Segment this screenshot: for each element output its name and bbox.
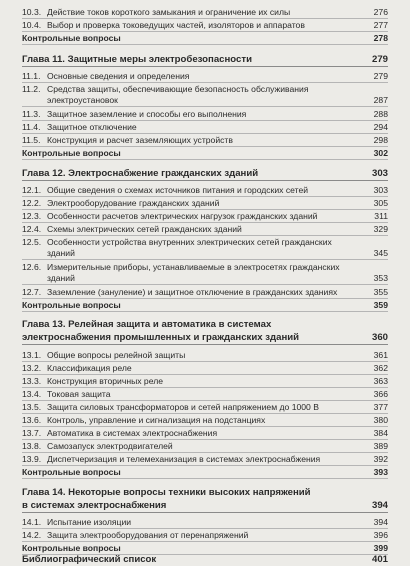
chapter-page: 303 <box>371 168 388 179</box>
entry-page: 277 <box>373 20 388 30</box>
toc-entry-11-2 <box>22 84 388 95</box>
chapter-title: электроснабжения промышленных и гражданских зданий <box>22 332 300 343</box>
toc-chapter-14-cont <box>22 499 388 513</box>
entry-title: Испытание изоляции <box>47 517 132 527</box>
entry-number: 10.3. <box>22 7 42 17</box>
entry-number: 12.5. <box>22 237 42 247</box>
toc-entry-13-9 <box>22 454 388 466</box>
entry-title: Электрооборудование гражданских зданий <box>47 198 220 208</box>
entry-title: Диспетчеризация и телемеханизация в системах электроснабжения <box>47 454 321 464</box>
toc-bibliography <box>22 553 388 566</box>
toc-entry-12-1 <box>22 185 388 197</box>
entry-title: Заземление (зануление) и защитное отключение в гражданских зданиях <box>47 287 338 297</box>
entry-number: 12.6. <box>22 262 42 272</box>
entry-title: зданий <box>47 273 75 283</box>
entry-number: 13.7. <box>22 428 42 438</box>
entry-title: Автоматика в системах электроснабжения <box>47 428 218 438</box>
entry-page: 394 <box>373 517 388 527</box>
entry-title: Защитное заземление и способы его выполнения <box>47 109 247 119</box>
toc-review-questions-13 <box>22 467 388 479</box>
entry-number: 11.1. <box>22 71 41 81</box>
entry-title: Основные сведения и определения <box>47 71 190 81</box>
entry-title: Выбор и проверка токоведущих частей, изоляторов и аппаратов <box>47 20 305 30</box>
entry-number: 10.4. <box>22 20 42 30</box>
entry-title: Конструкция вторичных реле <box>47 376 163 386</box>
chapter-page: 401 <box>371 554 388 565</box>
entry-title: Контроль, управление и сигнализация на подстанциях <box>47 415 266 425</box>
toc-entry-13-5 <box>22 402 388 414</box>
entry-number: 12.4. <box>22 224 42 234</box>
entry-page: 396 <box>373 530 388 540</box>
entry-page: 303 <box>373 185 388 195</box>
entry-title: Конструкция и расчет заземляющих устройств <box>47 135 233 145</box>
entry-number: 12.3. <box>22 211 42 221</box>
entry-number: 11.2. <box>22 84 41 94</box>
entry-page: 380 <box>373 415 388 425</box>
toc-review-questions-10 <box>22 33 388 45</box>
toc-entry-13-6 <box>22 415 388 427</box>
toc-entry-13-8 <box>22 441 388 453</box>
entry-page: 363 <box>373 376 388 386</box>
toc-entry-10-3 <box>22 7 388 19</box>
entry-page: 393 <box>373 467 388 477</box>
entry-page: 287 <box>373 95 388 105</box>
toc-entry-11-4 <box>22 122 388 134</box>
chapter-title: Глава 14. Некоторые вопросы техники высоких напряжений <box>22 487 311 498</box>
entry-page: 366 <box>373 389 388 399</box>
entry-page: 353 <box>373 273 388 283</box>
entry-page: 298 <box>373 135 388 145</box>
entry-page: 384 <box>373 428 388 438</box>
entry-page: 305 <box>373 198 388 208</box>
toc-entry-12-5-cont <box>22 248 388 260</box>
chapter-title: Библиографический список <box>22 554 157 565</box>
toc-entry-11-5 <box>22 135 388 147</box>
chapter-title: Глава 12. Электроснабжение гражданских зданий <box>22 168 259 179</box>
entry-number: 13.9. <box>22 454 42 464</box>
entry-number: 13.4. <box>22 389 42 399</box>
entry-page: 359 <box>373 300 388 310</box>
entry-number: 11.3. <box>22 109 41 119</box>
entry-page: 355 <box>373 287 388 297</box>
toc-review-questions-11 <box>22 148 388 160</box>
toc-entry-12-5 <box>22 237 388 248</box>
toc-entry-12-7 <box>22 287 388 299</box>
toc-entry-11-2-cont <box>22 95 388 107</box>
entry-title: Общие вопросы релейной защиты <box>47 350 186 360</box>
entry-title: Общие сведения о схемах источников питания и городских сетей <box>47 185 309 195</box>
chapter-title: Глава 13. Релейная защита и автоматика в системах <box>22 319 272 330</box>
entry-number: 11.4. <box>22 122 41 132</box>
entry-title: Защитное отключение <box>47 122 137 132</box>
entry-title: Измерительные приборы, устанавливаемые в электросетях гражданских <box>47 262 340 272</box>
entry-page: 399 <box>373 543 388 553</box>
entry-number: 13.5. <box>22 402 42 412</box>
toc-entry-13-3 <box>22 376 388 388</box>
chapter-title: в системах электроснабжения <box>22 500 167 511</box>
entry-page: 389 <box>373 441 388 451</box>
entry-title: электроустановок <box>47 95 118 105</box>
entry-title: Средства защиты, обеспечивающие безопасность обслуживания <box>47 84 309 94</box>
entry-title: Контрольные вопросы <box>22 543 121 553</box>
entry-number: 14.2. <box>22 530 42 540</box>
entry-page: 392 <box>373 454 388 464</box>
entry-title: Самозапуск электродвигателей <box>47 441 173 451</box>
entry-page: 345 <box>373 248 388 258</box>
entry-number: 12.2. <box>22 198 42 208</box>
entry-number: 13.1. <box>22 350 42 360</box>
entry-title: Контрольные вопросы <box>22 300 121 310</box>
toc-entry-12-6 <box>22 262 388 273</box>
entry-page: 377 <box>373 402 388 412</box>
entry-title: Контрольные вопросы <box>22 33 121 43</box>
toc-entry-11-3 <box>22 109 388 121</box>
entry-number: 12.1. <box>22 185 42 195</box>
entry-title: Токовая защита <box>47 389 111 399</box>
entry-page: 329 <box>373 224 388 234</box>
chapter-title: Глава 11. Защитные меры электробезопасности <box>22 54 252 65</box>
toc-entry-13-7 <box>22 428 388 440</box>
entry-page: 278 <box>373 33 388 43</box>
chapter-page: 279 <box>371 54 388 65</box>
toc-chapter-12 <box>22 167 388 181</box>
toc-entry-10-4 <box>22 20 388 32</box>
toc-entry-12-6-cont <box>22 273 388 285</box>
entry-page: 362 <box>373 363 388 373</box>
entry-page: 361 <box>373 350 388 360</box>
chapter-page: 394 <box>371 500 388 511</box>
toc-review-questions-12 <box>22 300 388 312</box>
entry-title: Защита электрооборудования от перенапряжений <box>47 530 249 540</box>
toc-chapter-13 <box>22 318 388 331</box>
entry-title: Схемы электрических сетей гражданских зданий <box>47 224 242 234</box>
toc-entry-13-1 <box>22 350 388 362</box>
entry-number: 13.2. <box>22 363 42 373</box>
toc-chapter-14 <box>22 486 388 499</box>
entry-page: 294 <box>373 122 388 132</box>
toc-chapter-13-cont <box>22 331 388 345</box>
entry-title: Защита силовых трансформаторов и сетей напряжением до 1000 В <box>47 402 319 412</box>
entry-page: 279 <box>373 71 388 81</box>
entry-title: зданий <box>47 248 75 258</box>
entry-number: 13.6. <box>22 415 42 425</box>
toc-entry-14-1 <box>22 517 388 529</box>
entry-page: 276 <box>373 7 388 17</box>
entry-number: 13.8. <box>22 441 42 451</box>
toc-entry-12-4 <box>22 224 388 236</box>
toc-entry-13-2 <box>22 363 388 375</box>
toc-chapter-11 <box>22 53 388 67</box>
toc-entry-12-2 <box>22 198 388 210</box>
toc-entry-12-3 <box>22 211 388 223</box>
toc-entry-11-1 <box>22 71 388 83</box>
entry-title: Особенности устройства внутренних электрических сетей гражданских <box>47 237 332 247</box>
entry-title: Особенности расчетов электрических нагрузок гражданских зданий <box>47 211 318 221</box>
entry-number: 13.3. <box>22 376 42 386</box>
entry-page: 311 <box>374 211 388 221</box>
toc-entry-14-2 <box>22 530 388 542</box>
entry-title: Действие токов короткого замыкания и ограничение их силы <box>47 7 291 17</box>
entry-page: 288 <box>373 109 388 119</box>
entry-title: Контрольные вопросы <box>22 467 121 477</box>
entry-title: Классификация реле <box>47 363 132 373</box>
chapter-page: 360 <box>371 332 388 343</box>
entry-title: Контрольные вопросы <box>22 148 121 158</box>
entry-number: 14.1. <box>22 517 42 527</box>
entry-page: 302 <box>373 148 388 158</box>
entry-number: 11.5. <box>22 135 41 145</box>
toc-entry-13-4 <box>22 389 388 401</box>
entry-number: 12.7. <box>22 287 42 297</box>
